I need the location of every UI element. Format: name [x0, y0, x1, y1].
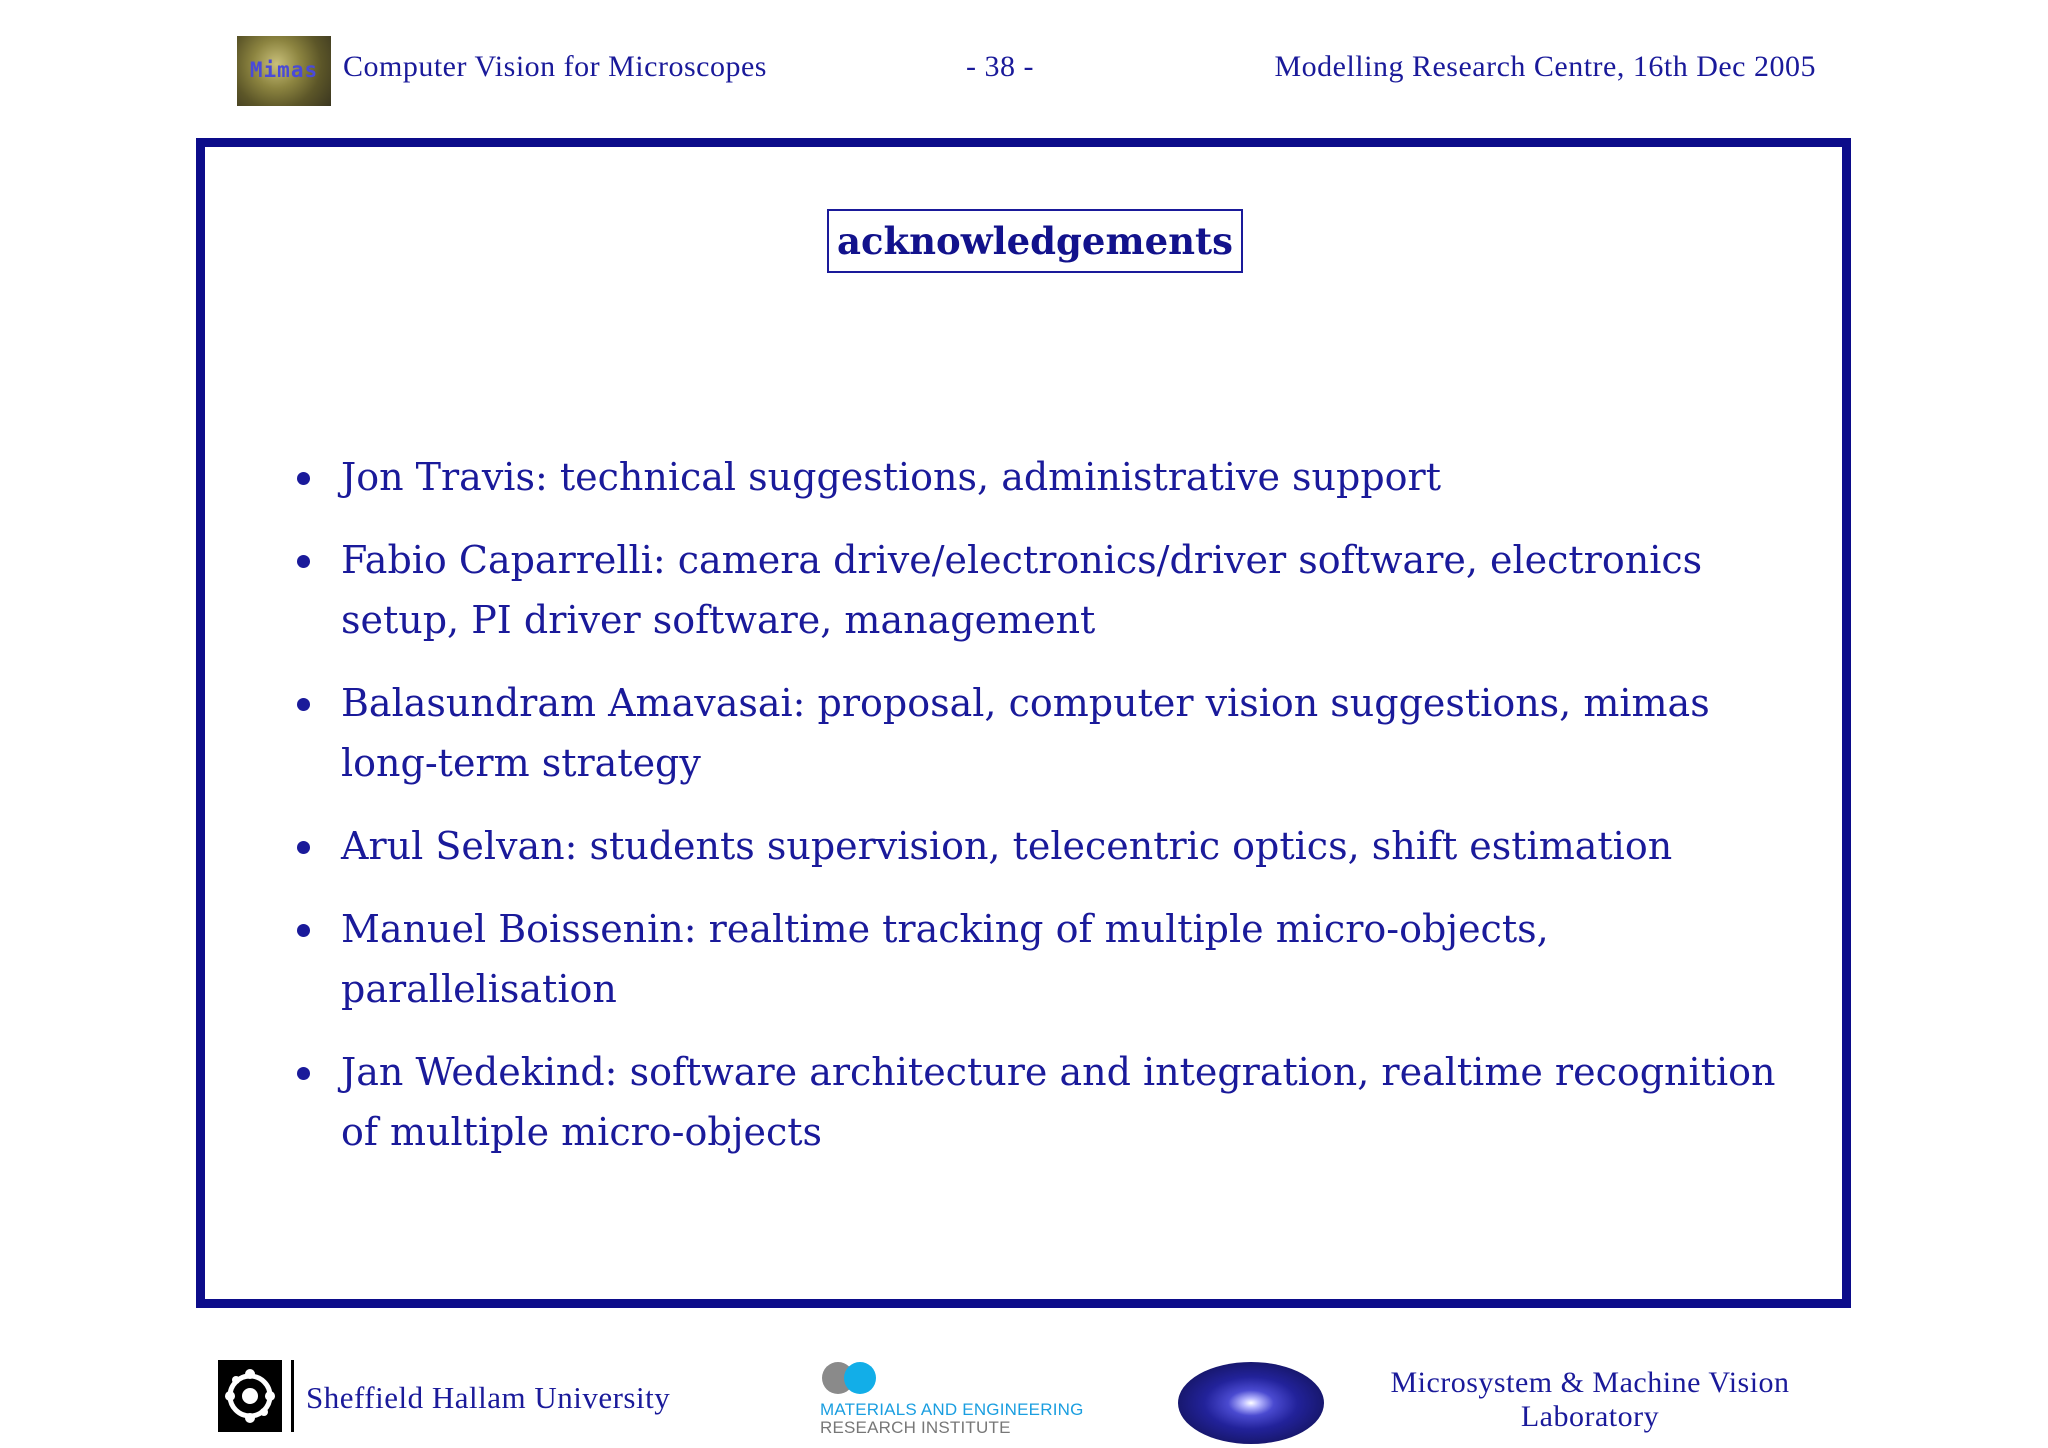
meri-name-line1: MATERIALS AND ENGINEERING — [820, 1400, 1084, 1419]
list-item — [287, 530, 1787, 650]
list-item-text: Arul Selvan: students supervision, telecentric optics, shift estimation — [341, 824, 1673, 868]
bullet-icon — [297, 924, 310, 937]
acknowledgement-list — [287, 447, 1787, 1185]
list-item — [287, 1042, 1787, 1162]
list-item — [287, 816, 1787, 876]
sheffield-hallam-logo-icon — [218, 1360, 282, 1432]
lab-name — [1340, 1366, 1840, 1434]
meri-name-line2: RESEARCH INSTITUTE — [820, 1418, 1011, 1437]
list-item-text: Jon Travis: technical suggestions, administrative support — [341, 455, 1441, 499]
header-venue-date: Modelling Research Centre, 16th Dec 2005 — [1274, 50, 1816, 83]
header-presentation-title: Computer Vision for Microscopes — [343, 50, 767, 83]
list-item-text: Jan Wedekind: software architecture and integration, realtime recognition of multiple micro-objects — [341, 1050, 1776, 1154]
list-item-text: Manuel Boissenin: realtime tracking of multiple micro-objects, parallelisation — [341, 907, 1549, 1011]
slide-header — [0, 0, 2048, 130]
slide-frame — [196, 138, 1851, 1308]
bullet-icon — [297, 1067, 310, 1080]
bullet-icon — [297, 472, 310, 485]
slide-title: acknowledgements — [827, 209, 1243, 273]
divider — [291, 1360, 294, 1432]
bullet-icon — [297, 841, 310, 854]
list-item-text: Balasundram Amavasai: proposal, computer vision suggestions, mimas long-term strategy — [341, 681, 1710, 785]
machine-vision-eye-icon — [1178, 1362, 1324, 1444]
bullet-icon — [297, 698, 310, 711]
mimas-logo-text: Mimas — [249, 58, 319, 82]
meri-blue-circle-icon — [844, 1362, 876, 1394]
lab-name-line2: Laboratory — [1520, 1400, 1660, 1433]
university-name: Sheffield Hallam University — [306, 1380, 671, 1415]
list-item — [287, 673, 1787, 793]
mimas-logo — [237, 36, 331, 106]
header-page-number: - 38 - — [966, 50, 1034, 83]
list-item — [287, 899, 1787, 1019]
meri-logo — [820, 1362, 1120, 1442]
lab-name-line1: Microsystem & Machine Vision — [1390, 1366, 1790, 1399]
bullet-icon — [297, 555, 310, 568]
list-item-text: Fabio Caparrelli: camera drive/electronics/driver software, electronics setup, PI driver software, management — [341, 538, 1703, 642]
list-item — [287, 447, 1787, 507]
slide-footer — [0, 1340, 2048, 1448]
